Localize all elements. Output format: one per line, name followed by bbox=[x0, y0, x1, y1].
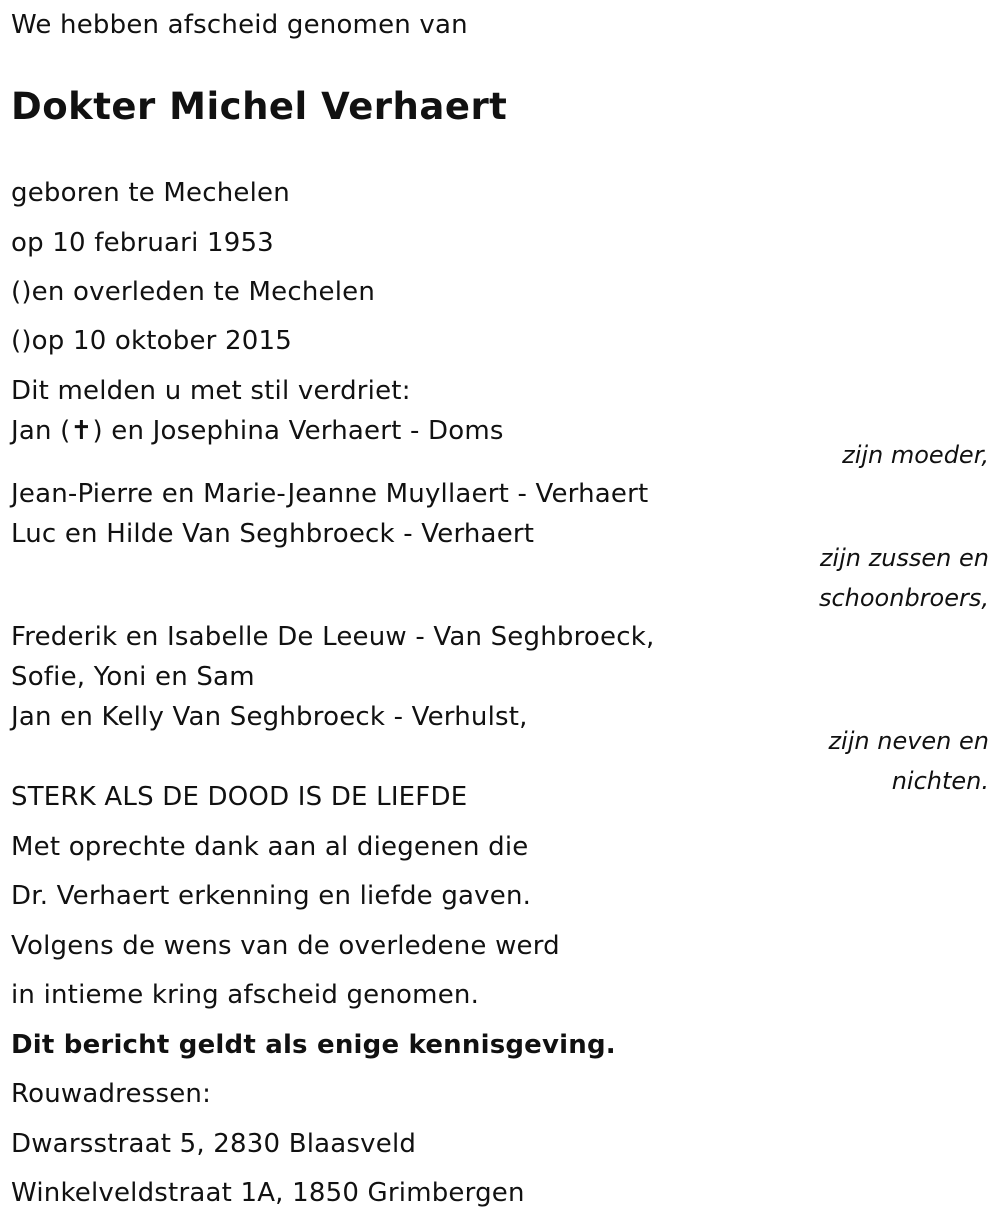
death-date: ()op 10 oktober 2015 bbox=[11, 326, 292, 356]
mother-role: zijn moeder, bbox=[842, 441, 989, 469]
nephew-line: Jan en Kelly Van Seghbroeck - Verhulst, bbox=[11, 702, 528, 732]
motto: STERK ALS DE DOOD IS DE LIEFDE bbox=[11, 782, 468, 812]
sibling-line: Luc en Hilde Van Seghbroeck - Verhaert bbox=[11, 519, 535, 549]
role-line: zijn neven en bbox=[828, 727, 989, 755]
role-line: zijn zussen en bbox=[819, 544, 989, 572]
sibling-line: Jean-Pierre en Marie-Jeanne Muyllaert - Verhaert bbox=[11, 479, 649, 509]
death-place: ()en overleden te Mechelen bbox=[11, 277, 376, 307]
nephews-role bbox=[828, 721, 989, 801]
wish-line: in intieme kring afscheid genomen. bbox=[11, 980, 480, 1010]
role-line: schoonbroers, bbox=[818, 584, 989, 612]
role-line: nichten. bbox=[891, 767, 989, 795]
thanks-line: Met oprechte dank aan al diegenen die bbox=[11, 832, 529, 862]
notice: Dit bericht geldt als enige kennisgeving. bbox=[11, 1030, 616, 1060]
announce-text: Dit melden u met stil verdriet: bbox=[11, 376, 411, 406]
mother-line: Jan (✝) en Josephina Verhaert - Doms bbox=[11, 416, 504, 446]
birth-place: geboren te Mechelen bbox=[11, 178, 290, 208]
deceased-name: Dokter Michel Verhaert bbox=[11, 85, 508, 128]
nephew-line: Frederik en Isabelle De Leeuw - Van Seghbroeck, bbox=[11, 622, 655, 652]
address-line: Winkelveldstraat 1A, 1850 Grimbergen bbox=[11, 1178, 525, 1208]
thanks-line: Dr. Verhaert erkenning en liefde gaven. bbox=[11, 881, 532, 911]
wish-line: Volgens de wens van de overledene werd bbox=[11, 931, 560, 961]
nephew-line: Sofie, Yoni en Sam bbox=[11, 662, 255, 692]
addresses-label: Rouwadressen: bbox=[11, 1079, 212, 1109]
intro-text: We hebben afscheid genomen van bbox=[11, 10, 468, 40]
address-line: Dwarsstraat 5, 2830 Blaasveld bbox=[11, 1129, 417, 1159]
birth-date: op 10 februari 1953 bbox=[11, 228, 274, 258]
siblings-role bbox=[819, 538, 989, 618]
